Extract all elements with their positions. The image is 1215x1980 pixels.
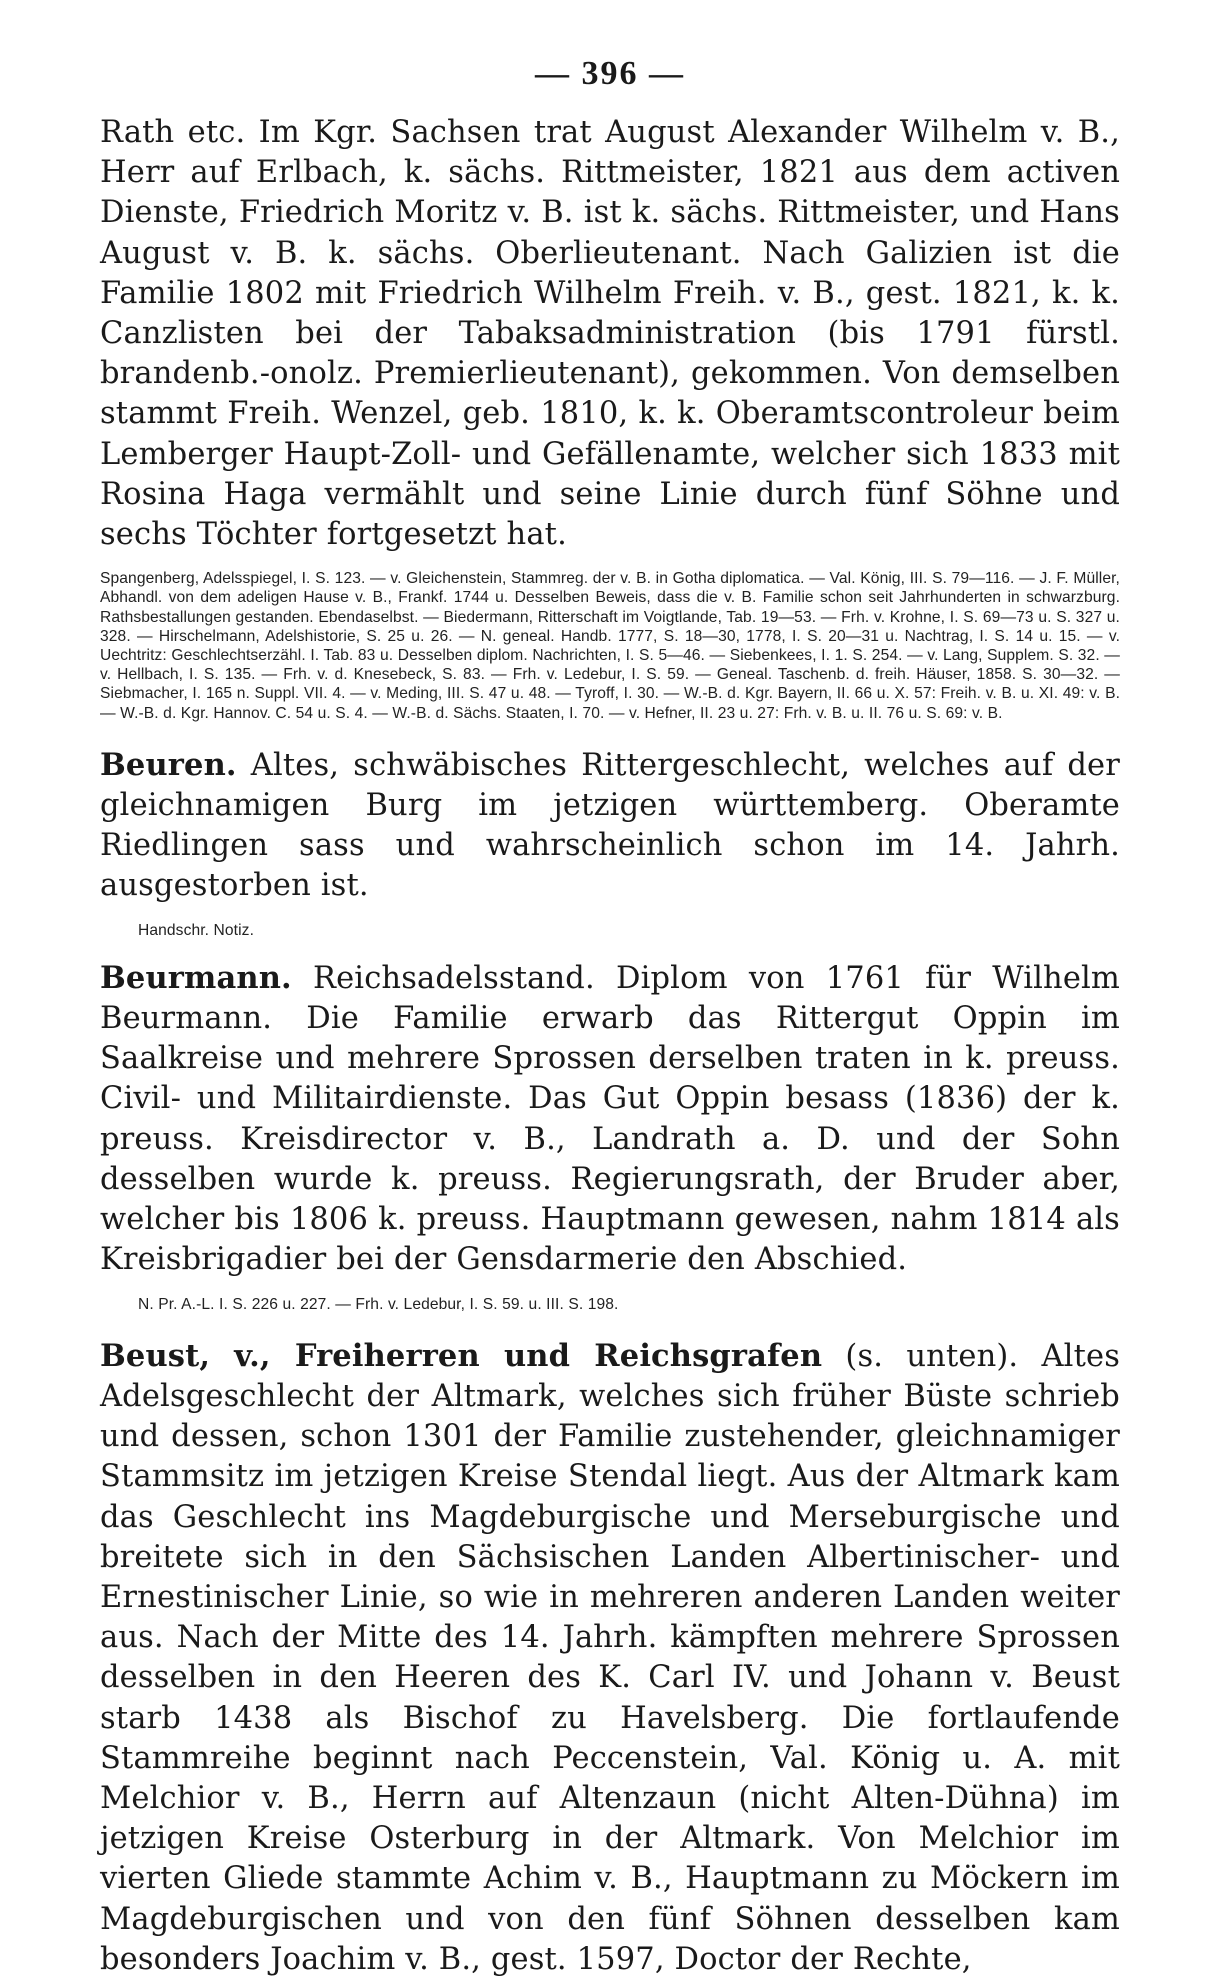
paragraph-continuation	[100, 113, 1120, 555]
references-block	[100, 921, 1120, 940]
references-text: N. Pr. A.-L. I. S. 226 u. 227. — Frh. v. Ledebur, I. S. 59. u. III. S. 198.	[138, 1295, 619, 1313]
references-block	[100, 1295, 1120, 1314]
entry-text: (s. unten). Altes Adelsgeschlecht der Altmark, welches sich früher Büste schrieb und dessen, schon 1301 der Familie zustehender, gleichnamiger Stammsitz im jetzigen Kreise Stendal liegt. Aus der Altmark kam das Geschlecht ins Magdeburgische und Merseburgische und breitete sich in den Sächsischen Landen Albertinischer- und Ernestinischer Linie, so wie in mehreren anderen Landen weiter aus. Nach der Mitte des 14. Jahrh. kämpften mehrere Sprossen desselben in den Heeren des K. Carl IV. und Johann v. Beust starb 1438 als Bischof zu Havelsberg. Die fortlaufende Stammreihe beginnt nach Peccenstein, Val. König u. A. mit Melchior v. B., Herrn auf Altenzaun (nicht Alten-Dühna) im jetzigen Kreise Osterburg in der Altmark. Von Melchior im vierten Gliede stammte Achim v. B., Hauptmann zu Möckern im Magdeburgischen und von den fünf Söhnen desselben kam besonders Joachim v. B., gest. 1597, Doctor der Rechte,	[100, 1338, 1120, 1977]
headword-beust: Beust, v., Freiherren und Reichsgrafen	[100, 1337, 823, 1374]
paragraph-text: Rath etc. Im Kgr. Sachsen trat August Alexander Wilhelm v. B., Herr auf Erlbach, k. sächs. Rittmeister, 1821 aus dem activen Dienste, Friedrich Moritz v. B. ist k. sächs. Rittmeister, und Hans August v. B. k. sächs. Oberlieutenant. Nach Galizien ist die Familie 1802 mit Friedrich Wilhelm Freih. v. B., gest. 1821, k. k. Canzlisten bei der Tabaksadministration (bis 1791 fürstl. brandenb.-onolz. Premierlieutenant), gekommen. Von demselben stammt Freih. Wenzel, geb. 1810, k. k. Oberamtscontroleur beim Lemberger Haupt-Zoll- und Gefällenamte, welcher sich 1833 mit Rosina Haga vermählt und seine Linie durch fünf Söhne und sechs Töchter fortgesetzt hat.	[100, 115, 1120, 553]
references-text: Spangenberg, Adelsspiegel, I. S. 123. — v. Gleichenstein, Stammreg. der v. B. in Gotha diplomatica. — Val. König, III. S. 79—116. — J. F. Müller, Abhandl. von dem adeligen Hause v. B., Frankf. 1744 u. Desselben Beweis, dass die v. B. Familie schon seit Jahrhunderten in schwarzburg. Rathsbestallungen gestanden. Ebendaselbst. — Biedermann, Ritterschaft im Voigtlande, Tab. 19—53. — Frh. v. Krohne, I. S. 69—73 u. S. 327 u. 328. — Hirschelmann, Adelshistorie, S. 25 u. 26. — N. geneal. Handb. 1777, S. 18—30, 1778, I. S. 20—31 u. Nachtrag, I. S. 14 u. 15. — v. Uechtritz: Geschlechtserzähl. I. Tab. 83 u. Desselben diplom. Nachrichten, I. S. 5—46. — Siebenkees, I. 1. S. 254. — v. Lang, Supplem. S. 32. — v. Hellbach, I. S. 135. — Frh. v. d. Knesebeck, S. 83. — Frh. v. Ledebur, I. S. 59. — Geneal. Taschenb. d. freih. Häuser, 1858. S. 30—32. — Siebmacher, I. 165 n. Suppl. VII. 4. — v. Meding, III. S. 47 u. 48. — Tyroff, I. 30. — W.-B. d. Kgr. Bayern, II. 66 u. X. 57: Freih. v. B. u. XI. 49: v. B. — W.-B. d. Kgr. Hannov. C. 54 u. S. 4. — W.-B. d. Sächs. Staaten, I. 70. — v. Hefner, II. 23 u. 27: Frh. v. B. u. II. 76 u. S. 69: v. B.	[100, 570, 1120, 722]
page-number: — 396 —	[535, 55, 685, 92]
entry-beust	[100, 1336, 1120, 1980]
references-text: Handschr. Notiz.	[138, 921, 255, 939]
headword-beurmann: Beurmann.	[100, 959, 292, 996]
page	[100, 55, 1120, 1977]
entry-text: Reichsadelsstand. Diplom von 1761 für Wilhelm Beurmann. Die Familie erwarb das Rittergut Oppin im Saalkreise und mehrere Sprossen derselben traten in k. preuss. Civil- und Militairdienste. Das Gut Oppin besass (1836) der k. preuss. Kreisdirector v. B., Landrath a. D. und der Sohn desselben wurde k. preuss. Regierungsrath, der Bruder aber, welcher bis 1806 k. preuss. Hauptmann gewesen, nahm 1814 als Kreisbrigadier bei der Gensdarmerie den Abschied.	[100, 960, 1120, 1278]
references-block	[100, 569, 1120, 723]
headword-beuren: Beuren.	[100, 746, 237, 783]
entry-text: Altes, schwäbisches Rittergeschlecht, welches auf der gleichnamigen Burg im jetzigen württemberg. Oberamte Riedlingen sass und wahrscheinlich schon im 14. Jahrh. ausgestorben ist.	[100, 747, 1120, 904]
entry-beuren	[100, 745, 1120, 907]
entry-beurmann	[100, 958, 1120, 1281]
